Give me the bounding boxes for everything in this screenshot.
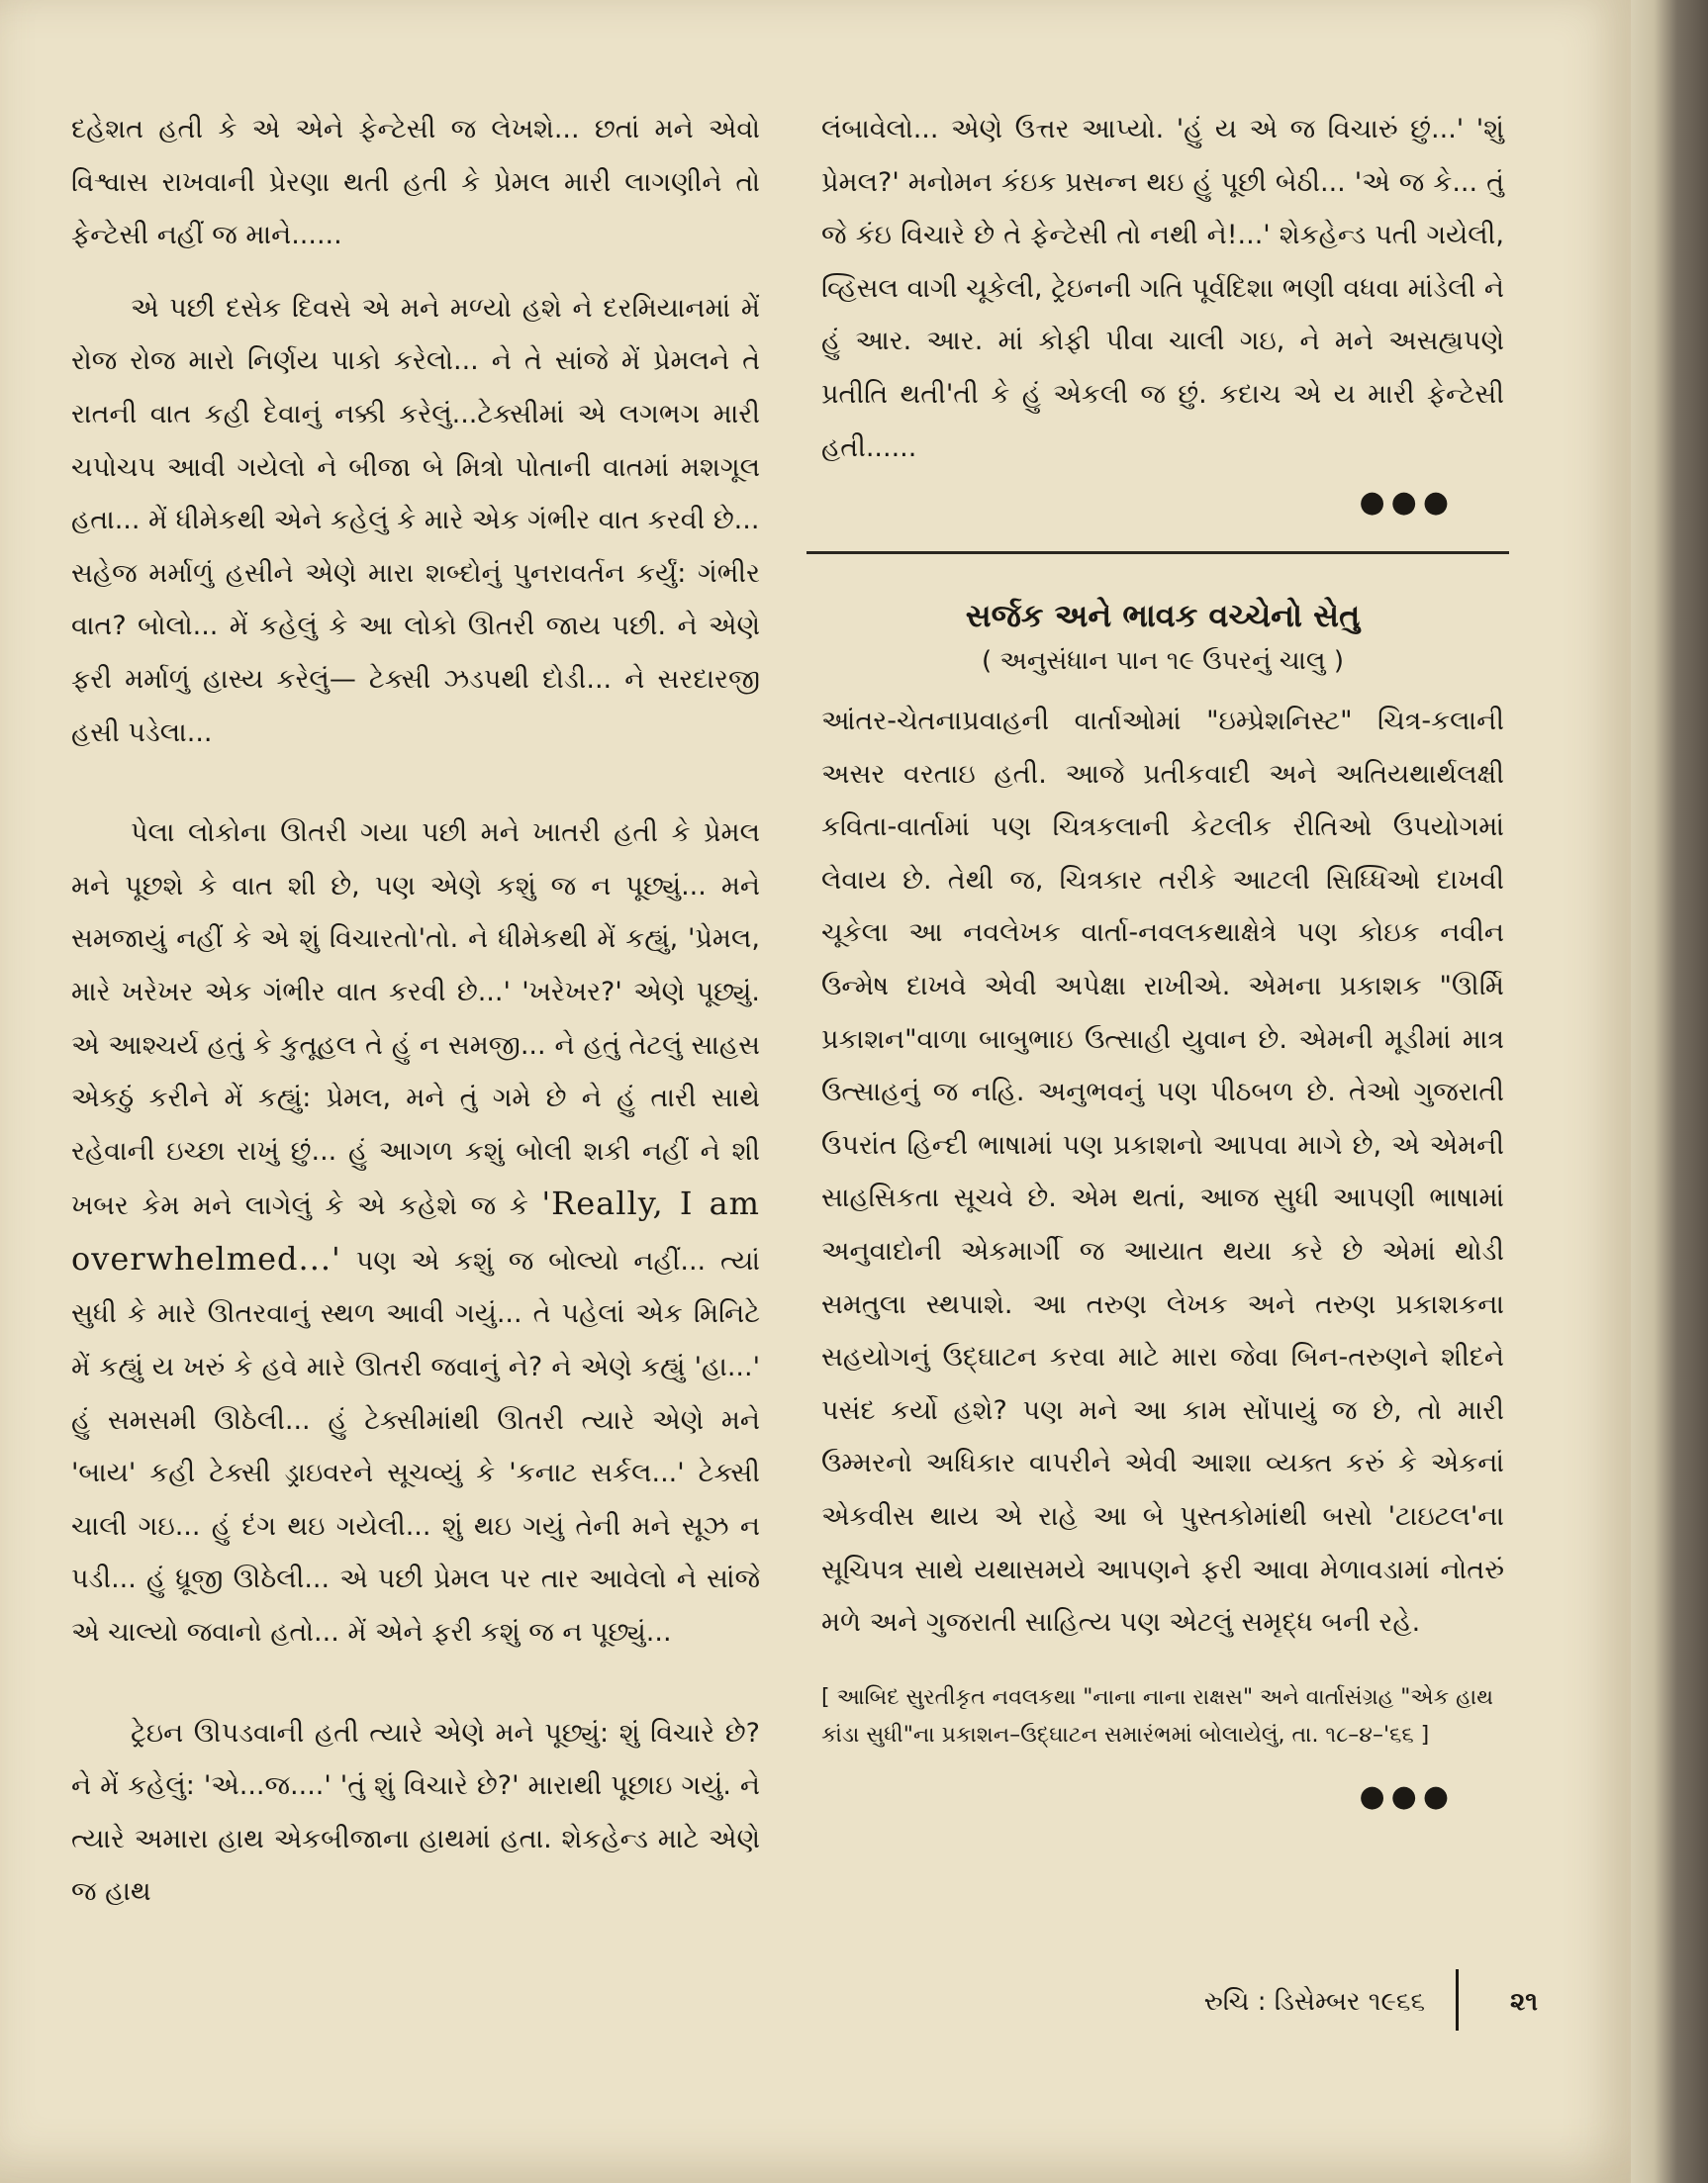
story-text: પેલા લોકોના ઊતરી ગયા પછી મને ખાતરી હતી કે પ્રેમલ મને પૂછશે કે વાત શી છે, પણ એણે કશું જ ન પૂછ્યું... મને સમજાયું નહીં કે એ શું વિચારતો'તો. ને ધીમેકથી મેં કહ્યું, 'પ્રેમલ, મારે ખરેખર એક ગંભીર વાત કરવી છે...' 'ખરેખર?' એણે પૂછ્યું. એ આશ્ચર્ય હતું કે કુતૂહલ તે હું ન સમજી... ને હતું તેટલું સાહસ એકઠું કરીને મેં કહ્યું: પ્રેમલ, મને તું ગમે છે ને હું તારી સાથે રહેવાની ઇચ્છા રાખું છું... હું આગળ કશું બોલી શકી નહીં ને શી ખબર કેમ મને લાગેલું કે એ કહેશે જ કે <box>71 817 760 1222</box>
article-body <box>821 695 1504 1820</box>
section-divider <box>807 551 1509 554</box>
article-subtitle: ( અનુસંધાન પાન ૧૯ ઉપરનું ચાલુ ) <box>982 646 1344 676</box>
story-paragraph: એ પછી દસેક દિવસે એ મને મળ્યો હશે ને દરમિયાનમાં મેં રોજ રોજ મારો નિર્ણય પાકો કરેલો... ને તે સાંજે મેં પ્રેમલને તે રાતની વાત કહી દેવાનું નક્કી કરેલું...ટેક્સીમાં એ લગભગ મારી ચપોચપ આવી ગયેલો ને બીજા બે મિત્રો પોતાની વાતમાં મશગૂલ હતા... મેં ધીમેકથી એને કહેલું કે મારે એક ગંભીર વાત કરવી છે... <box>71 292 760 536</box>
story-column-right <box>821 103 1504 525</box>
page-number: ૨૧ <box>1509 1987 1538 2017</box>
story-column-left <box>71 103 760 1919</box>
story-paragraph: લંબાવેલો... એણે ઉત્તર આપ્યો. 'હું ય એ જ વિચારું છું...' 'શું પ્રેમલ?' મનોમન કંઇક પ્રસન્ન થઇ હું પૂછી બેઠી... 'એ જ કે... તું જે કંઇ વિચારે છે તે ફેન્ટેસી તો નથી ને!...' શેકહેન્ડ પતી ગયેલી, વ્હિસલ વાગી ચૂકેલી, ટ્રેઇનની ગતિ પૂર્વદિશા ભણી વધવા માંડેલી ને હું આર. આર. માં કોફી પીવા ચાલી ગઇ, ને મને અસહ્યપણે પ્રતીતિ થતી'તી કે હું એકલી જ છું. કદાચ એ ય મારી ફેન્ટેસી હતી...... <box>821 114 1504 463</box>
story-paragraph: ટ્રેઇન ઊપડવાની હતી ત્યારે એણે મને પૂછ્યું: શું વિચારે છે? ને મેં કહેલું: 'એ...જ....' 'તું શું વિચારે છે?' મારાથી પૂછાઇ ગયું. ને ત્યારે અમારા હાથ એકબીજાના હાથમાં હતા. શેકહેન્ડ માટે એણે જ હાથ <box>71 1717 760 1908</box>
page-edge <box>1631 0 1708 2183</box>
story-paragraph <box>71 807 760 1660</box>
story-text: પણ એ કશું જ બોલ્યો નહીં... ત્યાં સુધી કે મારે ઊતરવાનું સ્થળ આવી ગયું... તે પહેલાં એક મિનિટે મેં કહ્યું ય ખરું કે હવે મારે ઊતરી જવાનું ને? ને એણે કહ્યું 'હા...' હું સમસમી ઊઠેલી... હું ટેક્સીમાંથી ઊતરી ત્યારે એણે મને 'બાય' કહી ટેક્સી ડ્રાઇવરને સૂચવ્યું કે 'કનાટ સર્કલ...' ટેક્સી ચાલી ગઇ... હું દંગ થઇ ગયેલી... શું થઇ ગયું તેની મને સૂઝ ન પડી... હું ધ્રૂજી ઊઠેલી... એ પછી પ્રેમલ પર તાર આવેલો ને સાંજે એ ચાલ્યો જવાનો હતો... મેં એને ફરી કશું જ ન પૂછ્યું... <box>71 1245 760 1649</box>
footer-separator <box>1456 1969 1459 2031</box>
article-end-mark: ●●● <box>1359 1778 1455 1814</box>
article-title: સર્જક અને ભાવક વચ્ચેનો સેતુ <box>965 597 1361 634</box>
story-paragraph: દહેશત હતી કે એ એને ફેન્ટેસી જ લેખશે... છતાં મને એવો વિશ્વાસ રાખવાની પ્રેરણા થતી હતી કે પ્રેમલ મારી લાગણીને તો ફેન્ટેસી નહીં જ માને...... <box>71 114 760 251</box>
page-footer <box>1128 1977 1544 2027</box>
article-heading <box>821 592 1504 683</box>
story-paragraph: સહેજ મર્માળું હસીને એણે મારા શબ્દોનું પુનરાવર્તન કર્યું: ગંભીર વાત? બોલો... મેં કહેલું કે આ લોકો ઊતરી જાય પછી. ને એણે ફરી મર્માળું હાસ્ય કરેલું— ટેક્સી ઝડપથી દોડી... ને સરદારજી હસી પડેલા... <box>71 557 760 748</box>
article-note: [ આબિદ સુરતીકૃત નવલકથા "નાના નાના રાક્ષસ" અને વાર્તાસંગ્રહ "એક હાથ કાંડા સુધી"ના પ્રકાશન–ઉદ્ઘાટન સમારંભમાં બોલાયેલું, તા. ૧૮–૪–'૬૬ ] <box>821 1684 1494 1748</box>
journal-name: રુચિ : ડિસેમ્બર ૧૯૬૬ <box>1203 1987 1425 2017</box>
english-quote: 'Really, I am overwhelmed...' <box>71 1185 761 1278</box>
story-end-mark: ●●● <box>1359 485 1455 521</box>
article-paragraph: આંતર-ચેતનાપ્રવાહની વાર્તાઓમાં "ઇમ્પ્રેશનિસ્ટ" ચિત્ર-કલાની અસર વરતાઇ હતી. આજે પ્રતીકવાદી અને અતિયથાર્થલક્ષી કવિતા-વાર્તામાં પણ ચિત્રકલાની કેટલીક રીતિઓ ઉપયોગમાં લેવાય છે. તેથી જ, ચિત્રકાર તરીકે આટલી સિધ્ધિઓ દાખવી ચૂકેલા આ નવલેખક વાર્તા-નવલકથાક્ષેત્રે પણ કોઇક નવીન ઉન્મેષ દાખવે એવી અપેક્ષા રાખીએ. એમના પ્રકાશક "ઊર્મિ પ્રકાશન"વાળા બાબુભાઇ ઉત્સાહી યુવાન છે. એમની મૂડીમાં માત્ર ઉત્સાહનું જ નહિ. અનુભવનું પણ પીઠબળ છે. તેઓ ગુજરાતી ઉપરાંત હિન્દી ભાષામાં પણ પ્રકાશનો આપવા માગે છે, એ એમની સાહસિકતા સૂચવે છે. એમ થતાં, આજ સુધી આપણી ભાષામાં અનુવાદોની એકમાર્ગી જ આયાત થયા કરે છે એમાં થોડી સમતુલા સ્થપાશે. આ તરુણ લેખક અને તરુણ પ્રકાશકના સહયોગનું ઉદ્ઘાટન કરવા માટે મારા જેવા બિન-તરુણને શીદને પસંદ કર્યો હશે? પણ મને આ કામ સોંપાયું જ છે, તો મારી ઉમ્મરનો અધિકાર વાપરીને એવી આશા વ્યક્ત કરું કે એકનાં એકવીસ થાય એ રાહે આ બે પુસ્તકોમાંથી બસો 'ટાઇટલ'ના સૂચિપત્ર સાથે યથાસમયે આપણને ફરી આવા મેળાવડામાં નોતરું મળે અને ગુજરાતી સાહિત્ય પણ એટલું સમૃદ્ધ બની રહે. <box>821 706 1504 1639</box>
